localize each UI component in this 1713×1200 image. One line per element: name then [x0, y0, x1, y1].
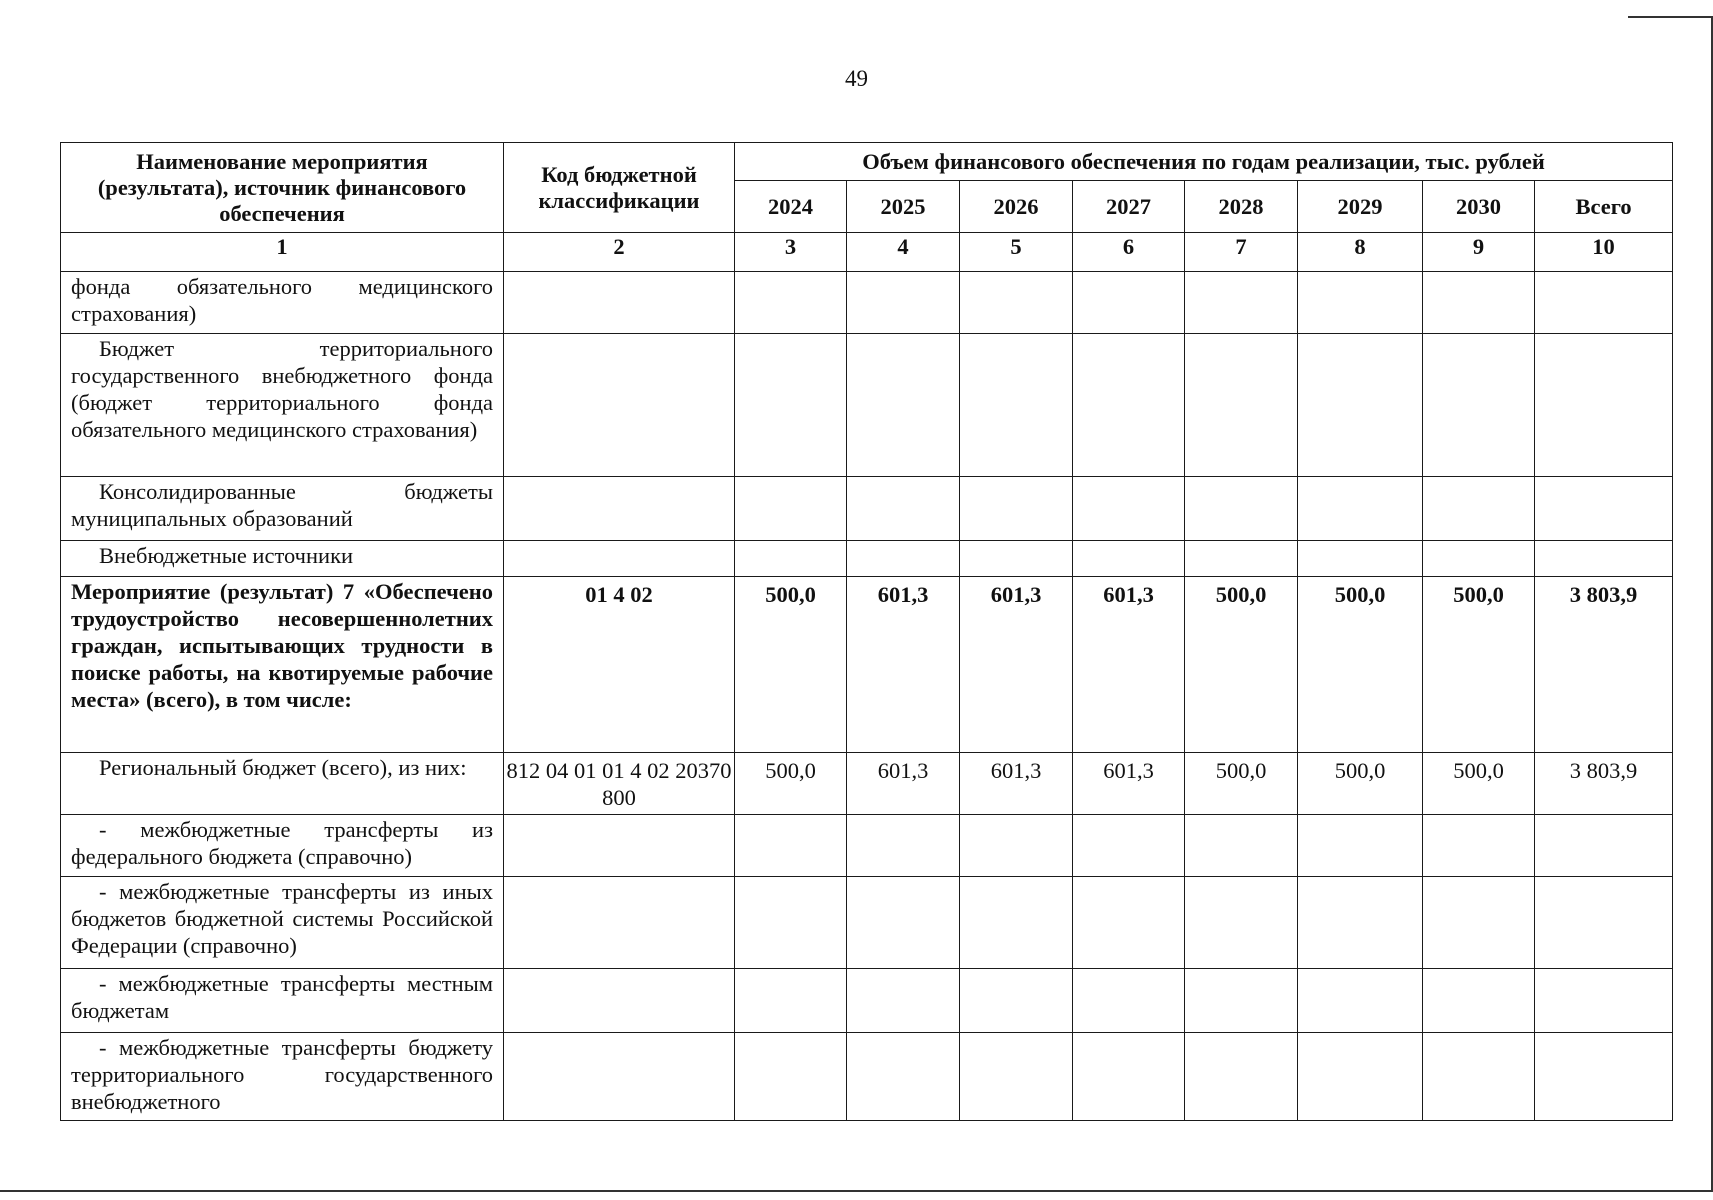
- row-name: - межбюджетные трансферты из федерального бюджета (справочно): [61, 815, 504, 877]
- row-code: [504, 1033, 735, 1121]
- row-value: [960, 1033, 1073, 1121]
- row-value: 500,0: [1185, 753, 1298, 815]
- header-year: 2025: [847, 181, 960, 233]
- row-value: 500,0: [1423, 577, 1535, 753]
- table-row: [61, 1033, 1673, 1121]
- row-value: [735, 272, 847, 334]
- row-value: [735, 541, 847, 577]
- row-total: [1535, 877, 1673, 969]
- scan-edge-top: [1628, 0, 1713, 18]
- header-year: 2024: [735, 181, 847, 233]
- row-value: [1423, 334, 1535, 477]
- row-value: 601,3: [1073, 577, 1185, 753]
- row-value: [735, 969, 847, 1033]
- row-value: [1298, 969, 1423, 1033]
- row-total: [1535, 969, 1673, 1033]
- row-value: 601,3: [847, 577, 960, 753]
- row-total: [1535, 477, 1673, 541]
- row-value: 500,0: [1185, 577, 1298, 753]
- financing-table: [60, 142, 1673, 1121]
- row-code: [504, 877, 735, 969]
- row-code: [504, 477, 735, 541]
- row-value: [960, 815, 1073, 877]
- header-name: Наименование мероприятия (результата), источник финансового обеспечения: [61, 143, 504, 233]
- row-value: 500,0: [1298, 753, 1423, 815]
- row-value: [1185, 877, 1298, 969]
- table-row: [61, 753, 1673, 815]
- row-value: [1185, 477, 1298, 541]
- row-total: [1535, 815, 1673, 877]
- header-year: 2027: [1073, 181, 1185, 233]
- row-total: [1535, 541, 1673, 577]
- row-value: [960, 477, 1073, 541]
- row-value: [1423, 969, 1535, 1033]
- column-number: 8: [1298, 233, 1423, 272]
- row-value: [1185, 541, 1298, 577]
- row-code: [504, 541, 735, 577]
- row-value: [1073, 877, 1185, 969]
- row-name: Бюджет территориального государственного внебюджетного фонда (бюджет территориального фонда обязательного медицинского страхования): [61, 334, 504, 477]
- row-value: 601,3: [960, 577, 1073, 753]
- row-value: [847, 969, 960, 1033]
- row-value: [1423, 877, 1535, 969]
- row-value: [735, 334, 847, 477]
- column-number: 10: [1535, 233, 1673, 272]
- row-total: 3 803,9: [1535, 577, 1673, 753]
- row-value: 500,0: [1423, 753, 1535, 815]
- scan-edge-bottom: [0, 1190, 1713, 1200]
- header-total: Всего: [1535, 181, 1673, 233]
- column-number: 6: [1073, 233, 1185, 272]
- row-value: [960, 877, 1073, 969]
- column-number: 1: [61, 233, 504, 272]
- row-name: - межбюджетные трансферты из иных бюджетов бюджетной системы Российской Федерации (справочно): [61, 877, 504, 969]
- row-name: Консолидированные бюджеты муниципальных образований: [61, 477, 504, 541]
- row-total: 3 803,9: [1535, 753, 1673, 815]
- row-value: [1423, 541, 1535, 577]
- row-code: [504, 815, 735, 877]
- table-row: [61, 541, 1673, 577]
- row-value: [847, 1033, 960, 1121]
- row-value: [1073, 334, 1185, 477]
- column-number: 9: [1423, 233, 1535, 272]
- row-value: [1423, 477, 1535, 541]
- row-value: [735, 877, 847, 969]
- column-number: 5: [960, 233, 1073, 272]
- row-value: [847, 815, 960, 877]
- row-value: 601,3: [847, 753, 960, 815]
- row-name: Внебюджетные источники: [61, 541, 504, 577]
- row-total: [1535, 334, 1673, 477]
- row-value: [735, 477, 847, 541]
- row-value: [847, 877, 960, 969]
- row-value: [1423, 1033, 1535, 1121]
- row-value: [1298, 541, 1423, 577]
- row-total: [1535, 1033, 1673, 1121]
- table-row: [61, 334, 1673, 477]
- row-value: [1073, 815, 1185, 877]
- row-value: [1073, 1033, 1185, 1121]
- row-total: [1535, 272, 1673, 334]
- row-value: [1423, 815, 1535, 877]
- table-row: [61, 815, 1673, 877]
- row-value: 500,0: [735, 753, 847, 815]
- row-value: [1298, 877, 1423, 969]
- row-value: [847, 541, 960, 577]
- row-value: [960, 334, 1073, 477]
- row-value: [1298, 815, 1423, 877]
- column-number: 2: [504, 233, 735, 272]
- column-number: 7: [1185, 233, 1298, 272]
- row-value: [1298, 477, 1423, 541]
- page-number: 49: [845, 66, 868, 91]
- row-code: 01 4 02: [504, 577, 735, 753]
- row-name: фонда обязательного медицинского страхования): [61, 272, 504, 334]
- column-number: 4: [847, 233, 960, 272]
- row-value: [1298, 334, 1423, 477]
- column-number: 3: [735, 233, 847, 272]
- row-code: [504, 334, 735, 477]
- row-value: [1073, 477, 1185, 541]
- row-value: [1185, 272, 1298, 334]
- row-value: [960, 541, 1073, 577]
- row-value: 601,3: [960, 753, 1073, 815]
- table-row: [61, 272, 1673, 334]
- row-value: [1073, 272, 1185, 334]
- row-name: - межбюджетные трансферты местным бюджетам: [61, 969, 504, 1033]
- row-value: [1185, 1033, 1298, 1121]
- row-code: 812 04 01 01 4 02 20370 800: [504, 753, 735, 815]
- row-value: [735, 1033, 847, 1121]
- row-name: - межбюджетные трансферты бюджету территориального государственного внебюджетного: [61, 1033, 504, 1121]
- row-value: [1423, 272, 1535, 334]
- row-value: [1298, 272, 1423, 334]
- row-code: [504, 272, 735, 334]
- row-value: [960, 272, 1073, 334]
- row-value: 500,0: [1298, 577, 1423, 753]
- table-row: [61, 877, 1673, 969]
- row-value: [847, 334, 960, 477]
- header-year: 2029: [1298, 181, 1423, 233]
- row-name: Региональный бюджет (всего), из них:: [61, 753, 504, 815]
- row-value: [1073, 541, 1185, 577]
- row-value: 601,3: [1073, 753, 1185, 815]
- table-row: [61, 969, 1673, 1033]
- row-value: [847, 477, 960, 541]
- row-code: [504, 969, 735, 1033]
- column-numbers-row: [61, 233, 1673, 272]
- header-year: 2030: [1423, 181, 1535, 233]
- table-row: [61, 577, 1673, 753]
- header-year: 2028: [1185, 181, 1298, 233]
- header-volume: Объем финансового обеспечения по годам реализации, тыс. рублей: [735, 143, 1673, 181]
- row-value: [1298, 1033, 1423, 1121]
- row-value: [960, 969, 1073, 1033]
- row-value: [735, 815, 847, 877]
- row-value: [1185, 334, 1298, 477]
- header-year: 2026: [960, 181, 1073, 233]
- row-value: [1185, 815, 1298, 877]
- row-value: [847, 272, 960, 334]
- row-value: [1185, 969, 1298, 1033]
- row-name: Мероприятие (результат) 7 «Обеспечено трудоустройство несовершеннолетних граждан, испытывающих трудности в поиске работы, на квотируемые рабочие места» (всего), в том числе:: [61, 577, 504, 753]
- header-code: Код бюджетной классификации: [504, 143, 735, 233]
- table-row: [61, 477, 1673, 541]
- row-value: [1073, 969, 1185, 1033]
- row-value: 500,0: [735, 577, 847, 753]
